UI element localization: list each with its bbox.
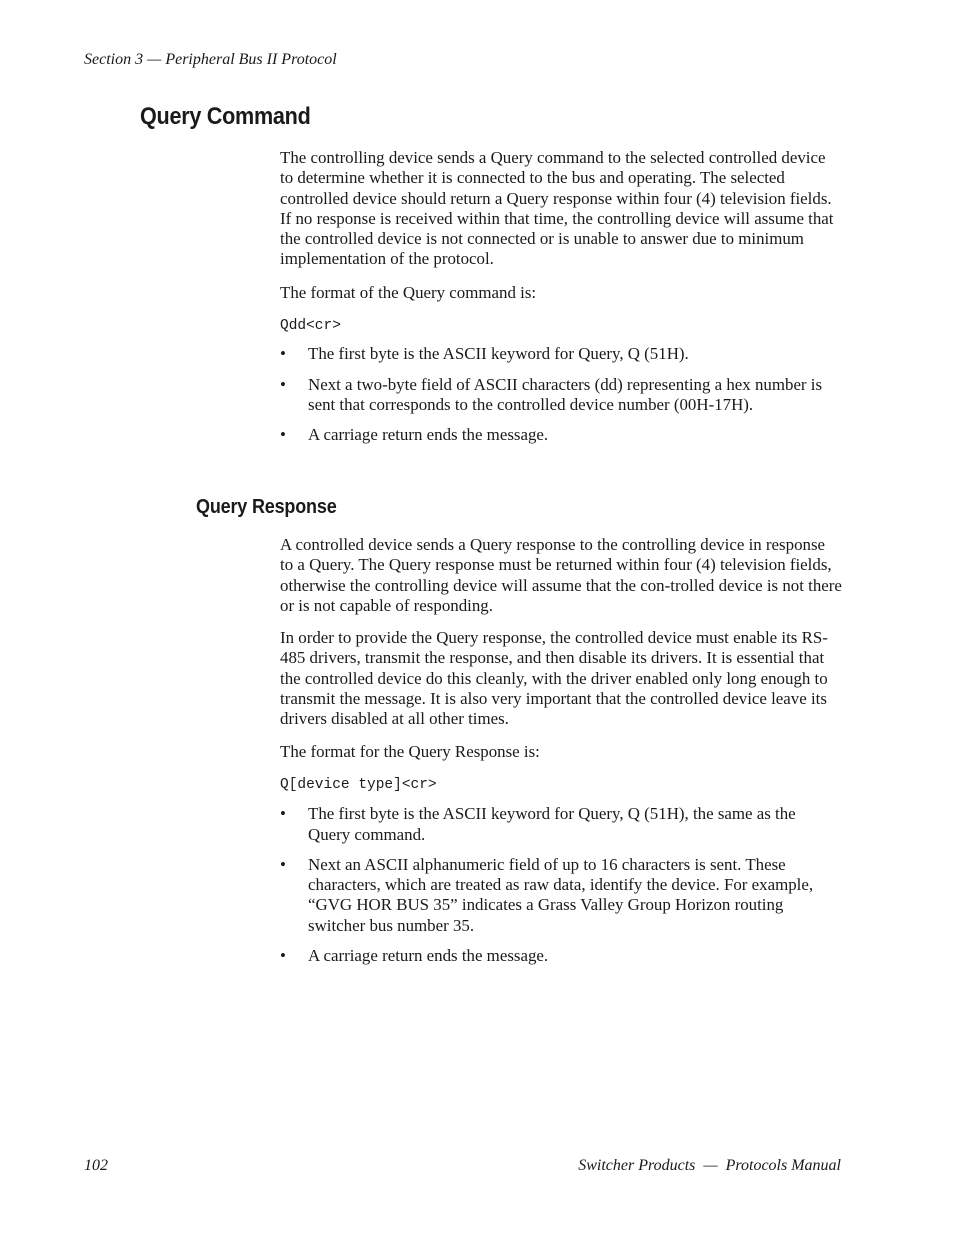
list-item: • The first byte is the ASCII keyword for Query, Q (51H).	[280, 344, 689, 364]
list-item: • The first byte is the ASCII keyword for Query, Q (51H), the same as the Query command.	[280, 804, 796, 844]
query-command-format-code: Qdd<cr>	[280, 318, 341, 335]
query-command-body	[280, 148, 842, 446]
bullet-icon: •	[280, 344, 286, 364]
query-command-format-intro: The format of the Query command is:	[280, 282, 537, 302]
query-response-para-2: In order to provide the Query response, the controlled device must enable its RS-485 drivers, transmit the response, and then disable its drivers. It is essential that the controlled device do this cleanly, with the driver enabled only long enough to transmit the message. It is also very important that the controlled device leave its drivers disabled at all other times.	[280, 628, 828, 729]
query-response-format-code: Q[device type]<cr>	[280, 776, 437, 793]
query-response-body	[280, 535, 842, 966]
query-response-heading: Query Response	[196, 496, 337, 518]
query-command-heading: Query Command	[140, 103, 311, 130]
manual-title: Switcher Products — Protocols Manual	[578, 1157, 841, 1174]
bullet-icon: •	[280, 425, 286, 445]
bullet-icon: •	[280, 946, 286, 966]
list-item: • A carriage return ends the message.	[280, 425, 549, 445]
list-item: • Next a two-byte field of ASCII characters (dd) representing a hex number is sent that corresponds to the controlled device number (00H-17H).	[280, 374, 823, 414]
page-number: 102	[84, 1157, 108, 1174]
query-response-format-intro: The format for the Query Response is:	[280, 741, 540, 761]
bullet-icon: •	[280, 374, 286, 394]
query-command-intro: The controlling device sends a Query command to the selected controlled device to determine whether it is connected to the bus and operating. The selected controlled device should return a Query response within four (4) television fields. If no response is received within that time, the controlling device will assume that the controlled device is not connected or is unable to answer due to minimum implementation of the protocol.	[280, 148, 834, 269]
list-item: • Next an ASCII alphanumeric field of up to 16 characters is sent. These characters, which are treated as raw data, identify the device. For example, “GVG HOR BUS 35” indicates a Grass Valley Group Horizon routing switcher bus number 35.	[280, 854, 814, 935]
query-response-para-1: A controlled device sends a Query response to the controlling device in response to a Query. The Query response must be returned within four (4) television fields, otherwise the controlling device will assume that the con-trolled device is not there or is not capable of responding.	[280, 535, 842, 615]
bullet-icon: •	[280, 804, 286, 824]
running-header: Section 3 — Peripheral Bus II Protocol	[84, 51, 337, 68]
list-item: • A carriage return ends the message.	[280, 946, 549, 966]
bullet-icon: •	[280, 854, 286, 874]
